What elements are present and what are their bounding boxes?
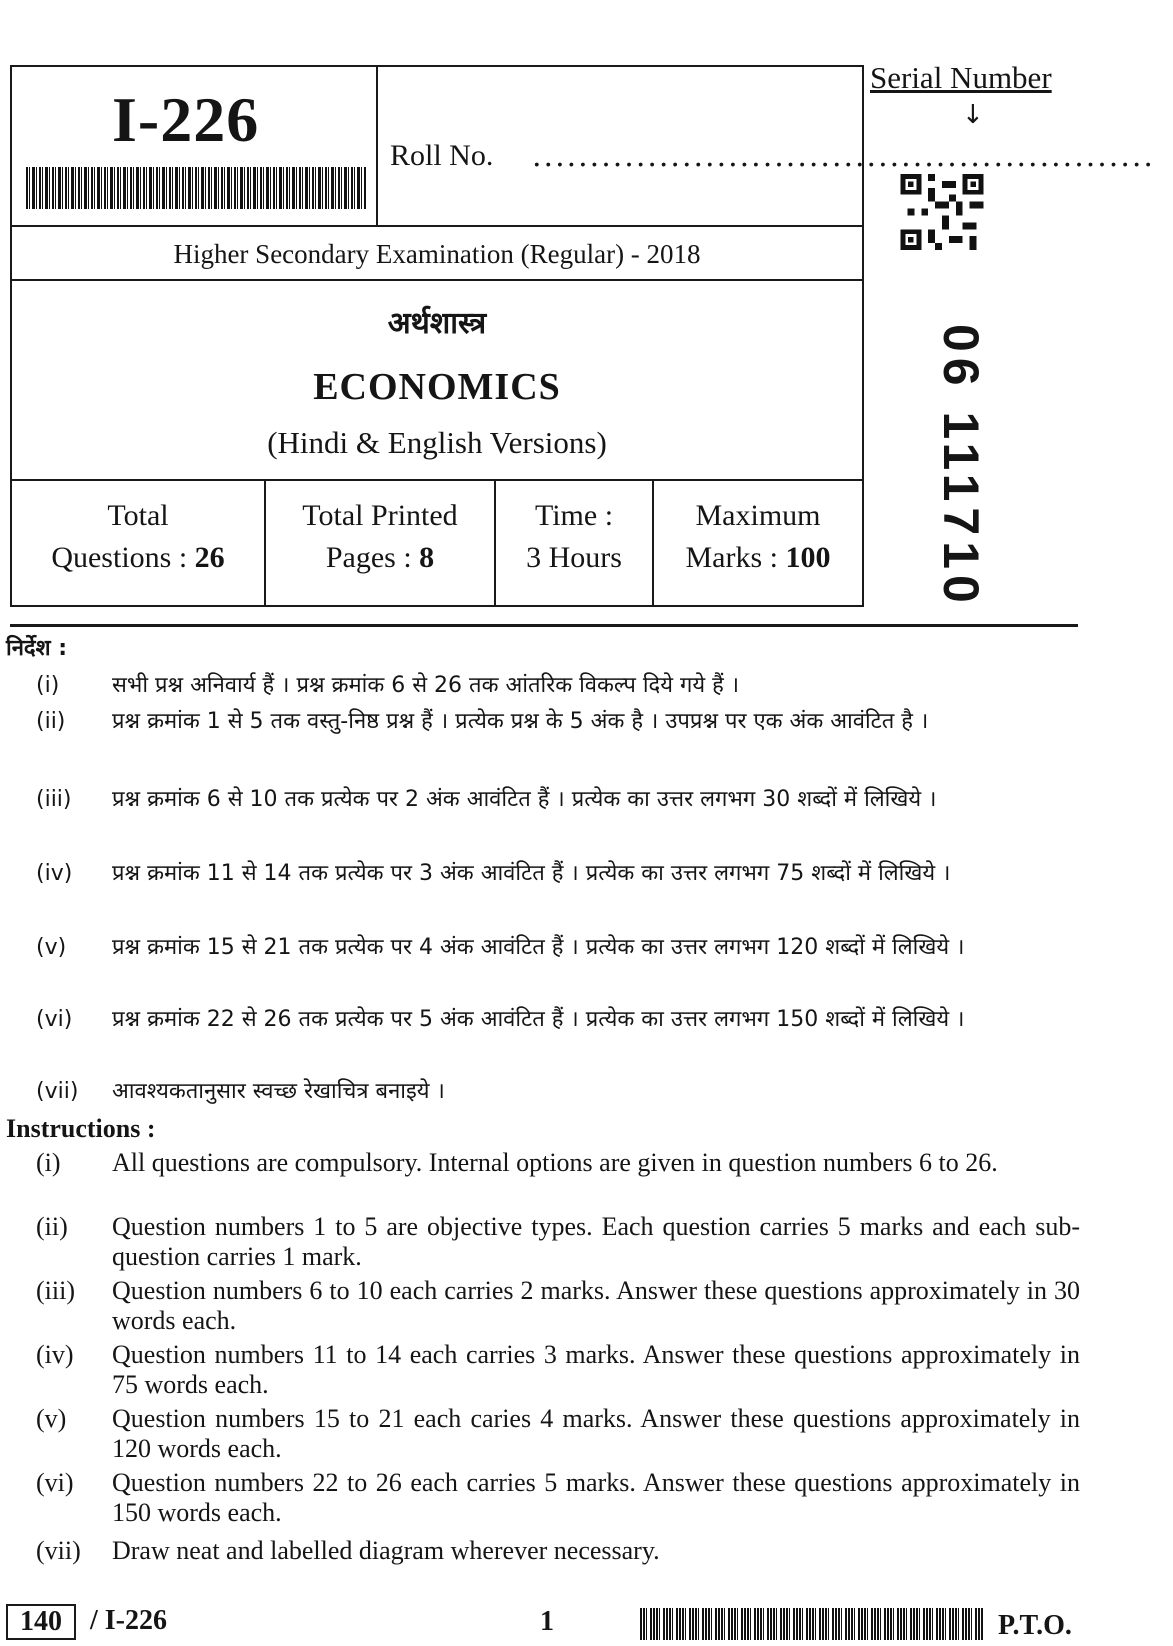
exam-title: Higher Secondary Examination (Regular) - 2018 [12,227,862,281]
item-text: प्रश्न क्रमांक 1 से 5 तक वस्तु-निष्ठ प्रश्न हैं । प्रत्येक प्रश्न के 5 अंक है । उपप्रश्न पर एक अंक आवंटित है । [112,709,929,734]
divider-rule [10,624,1078,627]
item-text: Question numbers 1 to 5 are objective types. Each question carries 5 marks and each sub-question carries 1 mark. [112,1212,1080,1271]
serial-number-value: 06 111710 [933,324,989,609]
exam-stats-row [12,481,862,605]
item-number: (ii) [36,709,66,734]
max-marks-label: Maximum [695,499,821,532]
total-questions-label-2: Questions : [51,541,195,574]
instructions-heading-hindi: निर्देश : [6,636,68,661]
item-number: (iii) [36,1276,75,1305]
item-number: (vii) [36,1536,81,1565]
max-marks-label-2: Marks : [685,541,786,574]
arrow-down-icon: ↓ [962,100,984,130]
pto-label: P.T.O. [998,1610,1072,1641]
page-footer [0,1604,1173,1644]
item-text: प्रश्न क्रमांक 11 से 14 तक प्रत्येक पर 3 अंक आवंटित हैं । प्रत्येक का उत्तर लगभग 75 शब्दों में लिखिये । [112,861,951,886]
item-number: (v) [36,935,67,960]
instructions-heading-english: Instructions : [6,1114,156,1143]
paper-code: I-226 [112,84,260,155]
item-text: Question numbers 11 to 14 each carries 3 marks. Answer these questions approximately in 75 words each. [112,1340,1080,1399]
footer-paper-code: / I-226 [90,1605,167,1636]
item-text: Question numbers 6 to 10 each carries 2 marks. Answer these questions approximately in 30 words each. [112,1276,1080,1335]
total-pages-label: Total Printed [302,499,458,532]
item-number: (i) [36,1148,61,1177]
item-text: Draw neat and labelled diagram wherever necessary. [112,1536,660,1565]
subject-block [12,281,862,481]
total-pages-value: 8 [419,541,435,574]
item-number: (iii) [36,787,72,812]
item-text: प्रश्न क्रमांक 15 से 21 तक प्रत्येक पर 4 अंक आवंटित हैं । प्रत्येक का उत्तर लगभग 120 शब्दों में लिखिये । [112,935,965,960]
item-text: प्रश्न क्रमांक 22 से 26 तक प्रत्येक पर 5 अंक आवंटित हैं । प्रत्येक का उत्तर लगभग 150 शब्दों में लिखिये । [112,1007,965,1032]
total-pages-cell [266,481,496,605]
item-number: (iv) [36,861,73,886]
roll-number-field[interactable]: ...................................................... [532,139,1155,174]
item-number: (vi) [36,1007,73,1032]
total-questions-label: Total [107,499,169,532]
item-number: (ii) [36,1212,68,1241]
item-number: (vi) [36,1468,74,1497]
versions-note: (Hindi & English Versions) [267,425,607,460]
qr-code-icon [900,174,984,250]
max-marks-cell [654,481,862,605]
total-pages-label-2: Pages : [325,541,420,574]
barcode-icon [26,167,366,209]
time-value: 3 Hours [526,541,622,574]
serial-number-label: Serial Number [870,60,1052,95]
item-number: (iv) [36,1340,74,1369]
subject-english: ECONOMICS [313,366,561,408]
max-marks-value: 100 [785,541,831,574]
item-text: Question numbers 15 to 21 each caries 4 marks. Answer these questions approximately in 120 words each. [112,1404,1080,1463]
time-cell [496,481,654,605]
total-questions-value: 26 [194,541,225,574]
item-text: All questions are compulsory. Internal options are given in question numbers 6 to 26. [112,1148,998,1177]
item-number: (v) [36,1404,67,1433]
paper-code-cell [12,67,378,225]
item-text: Question numbers 22 to 26 each carries 5 marks. Answer these questions approximately in 150 words each. [112,1468,1080,1527]
time-label: Time : [534,499,614,532]
footer-barcode-icon [640,1608,984,1640]
subject-hindi: अर्थशास्त्र [387,306,487,341]
footer-code-box: 140 [6,1604,76,1640]
page-number: 1 [540,1606,554,1637]
item-text: सभी प्रश्न अनिवार्य हैं । प्रश्न क्रमांक 6 से 26 तक आंतरिक विकल्प दिये गये हैं । [112,673,740,698]
item-text: आवश्यकतानुसार स्वच्छ रेखाचित्र बनाइये । [112,1079,445,1104]
item-text: प्रश्न क्रमांक 6 से 10 तक प्रत्येक पर 2 अंक आवंटित हैं । प्रत्येक का उत्तर लगभग 30 शब्दों में लिखिये । [112,787,937,812]
total-questions-cell [12,481,266,605]
roll-number-label: Roll No. [390,139,494,172]
item-number: (i) [36,673,60,698]
item-number: (vii) [36,1079,79,1104]
